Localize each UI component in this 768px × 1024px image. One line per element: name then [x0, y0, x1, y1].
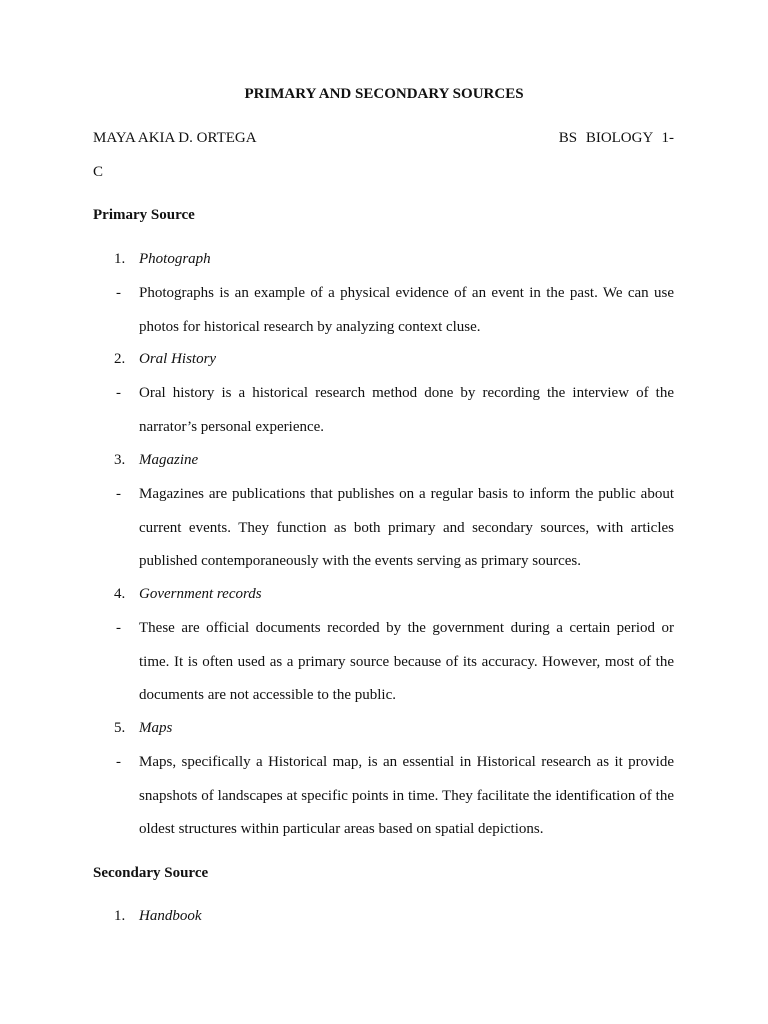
list-item-bullet: -	[116, 486, 121, 502]
list-item-number: 3.	[114, 452, 126, 468]
list-item-title: Magazine	[139, 452, 199, 468]
list-item-bullet: -	[116, 620, 121, 636]
list-item-title: Handbook	[139, 908, 202, 924]
list-item-description: Magazines are publications that publishes on a regular basis to inform the public about current events. They function as both primary and secondary sources, with articles published contemporaneously with the events serving as primary sources.	[139, 486, 674, 569]
list-item-title: Photograph	[139, 251, 211, 267]
list-item-description: Photographs is an example of a physical evidence of an event in the past. We can use photos for historical research by analyzing context cluse.	[139, 285, 674, 335]
list-item-bullet: -	[116, 285, 121, 301]
list-item-number: 1.	[114, 251, 126, 267]
document-title: PRIMARY AND SECONDARY SOURCES	[244, 86, 524, 102]
list-item-description: Maps, specifically a Historical map, is an essential in Historical research as it provide snapshots of landscapes at specific points in time. They facilitate the identification of the oldest structures within particular areas based on spatial depictions.	[139, 754, 674, 837]
list-item-number: 4.	[114, 586, 126, 602]
author-name: MAYA AKIA D. ORTEGA	[93, 130, 257, 146]
program-label-continued: C	[93, 164, 104, 180]
list-item-number: 2.	[114, 351, 126, 367]
secondary-source-heading: Secondary Source	[93, 865, 209, 881]
list-item-description: Oral history is a historical research method done by recording the interview of the narrator’s personal experience.	[139, 385, 674, 435]
list-item-bullet: -	[116, 754, 121, 770]
program-label: BS BIOLOGY 1-	[558, 130, 674, 146]
list-item-title: Government records	[139, 586, 262, 602]
list-item-title: Oral History	[139, 351, 217, 367]
list-item-title: Maps	[139, 720, 173, 736]
primary-source-heading: Primary Source	[93, 207, 195, 223]
list-item-number: 5.	[114, 720, 126, 736]
list-item-number: 1.	[114, 908, 126, 924]
list-item-description: These are official documents recorded by the government during a certain period or time. It is often used as a primary source because of its accuracy. However, most of the documents are not accessible to the public.	[139, 620, 674, 703]
list-item-bullet: -	[116, 385, 121, 401]
